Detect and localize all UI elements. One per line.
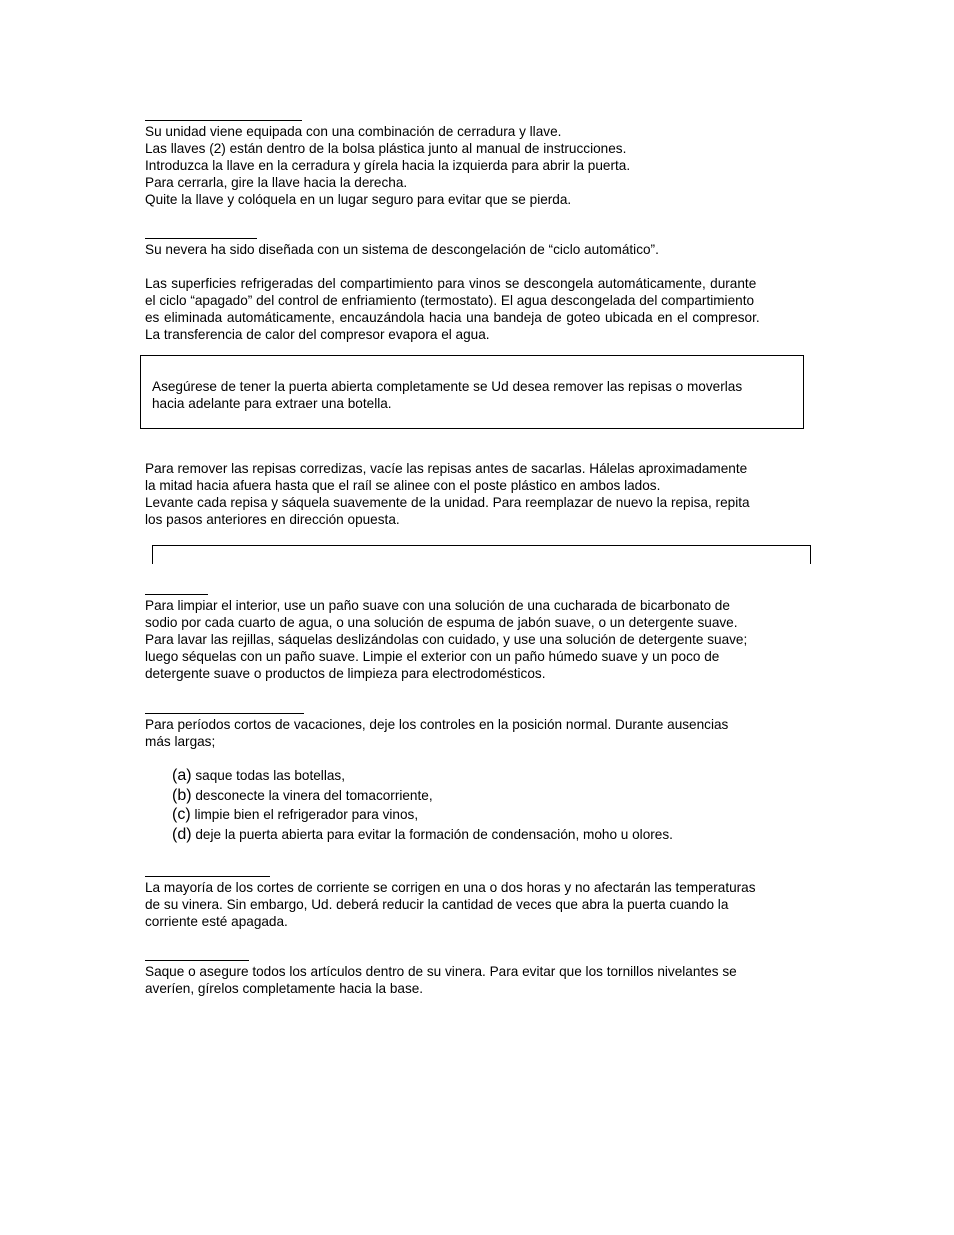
note-line: Asegúrese de tener la puerta abierta completamente se Ud desea remover las repisas o moverlas [152, 379, 743, 394]
power-line: corriente esté apagada. [145, 914, 288, 929]
list-item-letter: (a) [172, 767, 192, 784]
defrost-line: La transferencia de calor del compresor evapora el agua. [145, 327, 490, 342]
section-lock [145, 120, 807, 208]
cleaning-line: Para lavar las rejillas, sáquelas deslizándolas con cuidado, y use una solución de detergente suave; [145, 632, 748, 647]
defrost-line: el ciclo “apagado” del control de enfriamiento (termostato). El agua descongelada del compartimiento [145, 293, 755, 308]
shelves-line: Levante cada repisa y sáquela suavemente de la unidad. Para reemplazar de nuevo la repisa, repita [145, 495, 750, 510]
list-item-letter: (b) [172, 786, 192, 804]
list-item [172, 826, 673, 846]
list-item-letter: (d) [172, 825, 192, 843]
section-moving [145, 960, 807, 997]
heading-underline [145, 713, 304, 714]
shelves-line: los pasos anteriores en dirección opuesta. [145, 512, 400, 527]
cleaning-paragraph [145, 597, 807, 682]
vacation-line: más largas; [145, 734, 216, 749]
section-shelves [145, 460, 807, 528]
power-line: de su vinera. Sin embargo, Ud. deberá reducir la cantidad de veces que abra la puerta cuando la [145, 897, 729, 912]
heading-underline [145, 120, 302, 121]
cleaning-line: luego séquelas con un paño suave. Limpie el exterior con un paño húmedo suave y un poco de [145, 649, 720, 664]
list-item [172, 767, 673, 787]
list-item [172, 806, 673, 826]
power-paragraph [145, 879, 807, 930]
list-item [172, 787, 673, 807]
moving-paragraph [145, 963, 807, 997]
moving-line: averíen, gírelos completamente hacia la base. [145, 981, 424, 996]
defrost-body [145, 275, 807, 343]
partial-box [152, 545, 811, 564]
vacation-line: Para períodos cortos de vacaciones, deje los controles en la posición normal. Durante ausencias [145, 717, 729, 732]
cleaning-line: detergente suave o productos de limpieza para electrodomésticos. [145, 666, 546, 681]
list-item-letter: (c) [172, 806, 191, 823]
lock-line: Introduzca la llave en la cerradura y gírela hacia la izquierda para abrir la puerta. [145, 158, 631, 173]
lock-paragraph [145, 123, 807, 208]
shelves-line: la mitad hacia afuera hasta que el raíl se alinee con el poste plástico en ambos lados. [145, 478, 661, 493]
defrost-intro-line: Su nevera ha sido diseñada con un sistema de descongelación de “ciclo automático”. [145, 242, 659, 257]
heading-underline [145, 876, 270, 877]
list-item-text: desconecte la vinera del tomacorriente, [195, 787, 433, 803]
defrost-intro [145, 241, 807, 258]
shelves-paragraph [145, 460, 807, 528]
shelves-line: Para remover las repisas corredizas, vacíe las repisas antes de sacarlas. Hálelas aproximadamente [145, 461, 748, 476]
vacation-paragraph [145, 716, 807, 750]
defrost-line: Las superficies refrigeradas del compartimiento para vinos se descongela automáticamente, durante [145, 276, 757, 291]
cleaning-line: sodio por cada cuarto de agua, o una solución de espuma de jabón suave, o un detergente suave. [145, 615, 738, 630]
list-item-text: deje la puerta abierta para evitar la formación de condensación, moho u olores. [195, 826, 673, 842]
lock-line: Para cerrarla, gire la llave hacia la derecha. [145, 175, 408, 190]
heading-underline [145, 594, 208, 595]
section-cleaning [145, 594, 807, 682]
section-power [145, 876, 807, 930]
cleaning-line: Para limpiar el interior, use un paño suave con una solución de una cucharada de bicarbonato de [145, 598, 730, 613]
lock-line: Las llaves (2) están dentro de la bolsa plástica junto al manual de instrucciones. [145, 141, 627, 156]
lock-line: Su unidad viene equipada con una combinación de cerradura y llave. [145, 124, 562, 139]
moving-line: Saque o asegure todos los artículos dentro de su vinera. Para evitar que los tornillos nivelantes se [145, 964, 737, 979]
vacation-list [172, 767, 673, 845]
heading-underline [145, 960, 249, 961]
note-text [152, 378, 797, 412]
note-box [140, 355, 804, 429]
power-line: La mayoría de los cortes de corriente se corrigen en una o dos horas y no afectarán las temperaturas [145, 880, 756, 895]
section-defrost [145, 238, 807, 343]
lock-line: Quite la llave y colóquela en un lugar seguro para evitar que se pierda. [145, 192, 572, 207]
note-line: hacia adelante para extraer una botella. [152, 396, 392, 411]
defrost-line: es eliminada automáticamente, encauzándola hacia una bandeja de goteo ubicada en el compresor. [145, 310, 760, 325]
list-item-text: saque todas las botellas, [195, 768, 345, 783]
section-vacation [145, 713, 807, 750]
heading-underline [145, 238, 257, 239]
list-item-text: limpie bien el refrigerador para vinos, [194, 807, 419, 822]
